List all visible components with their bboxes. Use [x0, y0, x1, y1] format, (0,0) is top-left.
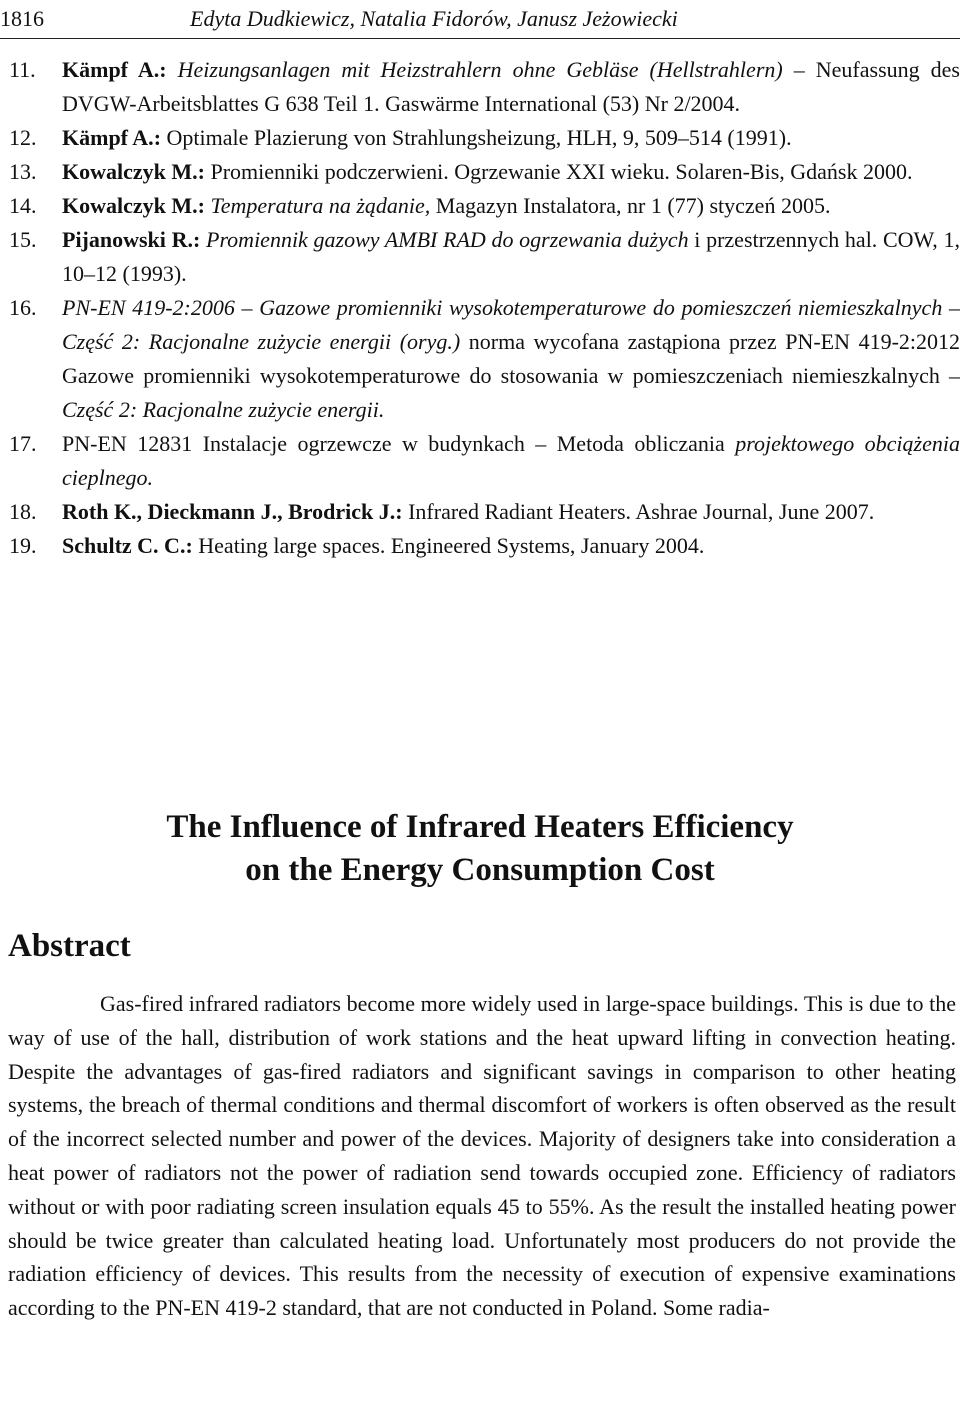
reference-text: Promienniki podczerwieni. Ogrzewanie XXI wieku. Solaren-Bis, Gdańsk 2000. [210, 159, 913, 184]
reference-list [0, 53, 960, 563]
reference-number: 12. [9, 125, 37, 150]
reference-text: norma wycofana zastąpiona przez PN-EN 419-2:2012 Gazowe promienniki wysokotemperaturowe do stosowania w pomieszczeniach niemieszkalnych [62, 329, 960, 388]
reference-text: – Neufassung des DVGW-Arbeitsblattes G 638 Teil 1. Gaswärme International (53) Nr 2/2004. [62, 57, 960, 116]
running-header [0, 6, 960, 30]
reference-number: 13. [9, 159, 37, 184]
header-divider [0, 38, 960, 39]
reference-item [0, 155, 960, 189]
reference-item [0, 495, 960, 529]
reference-separator: : [192, 227, 206, 252]
reference-number: 19. [9, 533, 37, 558]
reference-separator: : [153, 125, 167, 150]
paper-title [0, 806, 960, 892]
reference-item [0, 223, 960, 291]
title-line-2: on the Energy Consumption Cost [245, 852, 715, 888]
reference-number: 15. [9, 227, 37, 252]
reference-separator: : [395, 499, 409, 524]
reference-item [0, 53, 960, 121]
reference-text: Promiennik gazowy AMBI RAD do ogrzewania dużych [206, 227, 689, 252]
reference-author: Roth K., Dieckmann J., Brodrick J. [62, 499, 396, 524]
reference-text: projektowego obciążenia cieplnego. [62, 431, 960, 490]
reference-author: Schultz C. C. [62, 533, 186, 558]
reference-separator: : [159, 57, 178, 82]
reference-separator: : [197, 159, 211, 184]
reference-author: Kowalczyk M. [62, 159, 198, 184]
reference-text: Heating large spaces. Engineered Systems, January 2004. [198, 533, 705, 558]
reference-text: – Część 2: Racjonalne zużycie energii. [62, 363, 960, 422]
reference-item [0, 189, 960, 223]
reference-number: 17. [9, 431, 37, 456]
reference-separator: : [197, 193, 211, 218]
title-line-1: The Influence of Infrared Heaters Efficiency [166, 809, 794, 845]
reference-text: Magazyn Instalatora, nr 1 (77) styczeń 2005. [430, 193, 831, 218]
reference-number: 18. [9, 499, 37, 524]
reference-text: i przestrzennych hal. COW, 1, 10–12 (1993). [62, 227, 960, 286]
reference-text: PN-EN 12831 Instalacje ogrzewcze w budynkach – Metoda obliczania [62, 431, 736, 456]
reference-text: PN-EN 419-2:2006 – Gazowe promienniki wysokotemperaturowe do pomieszczeń niemieszkalnych – Część 2: Racjonalne zużycie energii (oryg.) [62, 295, 960, 354]
reference-item [0, 529, 960, 563]
reference-text: Infrared Radiant Heaters. Ashrae Journal, June 2007. [408, 499, 875, 524]
abstract-heading: Abstract [8, 928, 131, 964]
reference-author: Kämpf A. [62, 57, 160, 82]
reference-text: Optimale Plazierung von Strahlungsheizung, HLH, 9, 509–514 (1991). [166, 125, 792, 150]
header-authors: Edyta Dudkiewicz, Natalia Fidorów, Janusz Jeżowiecki [190, 6, 678, 31]
reference-text: Heizungsanlagen mit Heizstrahlern ohne Gebläse (Hellstrahlern) [177, 57, 783, 82]
reference-number: 11. [9, 57, 36, 82]
reference-number: 14. [9, 193, 37, 218]
reference-item [0, 291, 960, 427]
reference-author: Kowalczyk M. [62, 193, 198, 218]
page-number: 1816 [0, 6, 44, 31]
reference-author: Pijanowski R. [62, 227, 193, 252]
reference-separator: : [185, 533, 199, 558]
reference-number: 16. [9, 295, 37, 320]
abstract-text: Gas-fired infrared radiators become more widely used in large-space buildings. This is due to the way of use of the hall, distribution of work stations and the heat upward lifting in convection heating. Despite the advantages of gas-fired radiators and significant savings in comparison to other heating systems, the breach of thermal conditions and thermal discomfort of workers is often observed as the result of the incorrect selected number and power of the devices. Majority of designers take into consideration a heat power of radiators not the power of radiation send towards occupied zone. Efficiency of radiators without or with poor radiating screen insulation equals 45 to 55%. As the result the installed heating power should be twice greater than calculated heating load. Unfortunately most producers do not provide the radiation efficiency of devices. This results from the necessity of execution of expensive examinations according to the PN-EN 419-2 standard, that are not conducted in Poland. Some radia- [8, 991, 956, 1321]
reference-author: Kämpf A. [62, 125, 154, 150]
reference-text: Temperatura na żądanie, [210, 193, 431, 218]
reference-item [0, 121, 960, 155]
reference-item [0, 427, 960, 495]
